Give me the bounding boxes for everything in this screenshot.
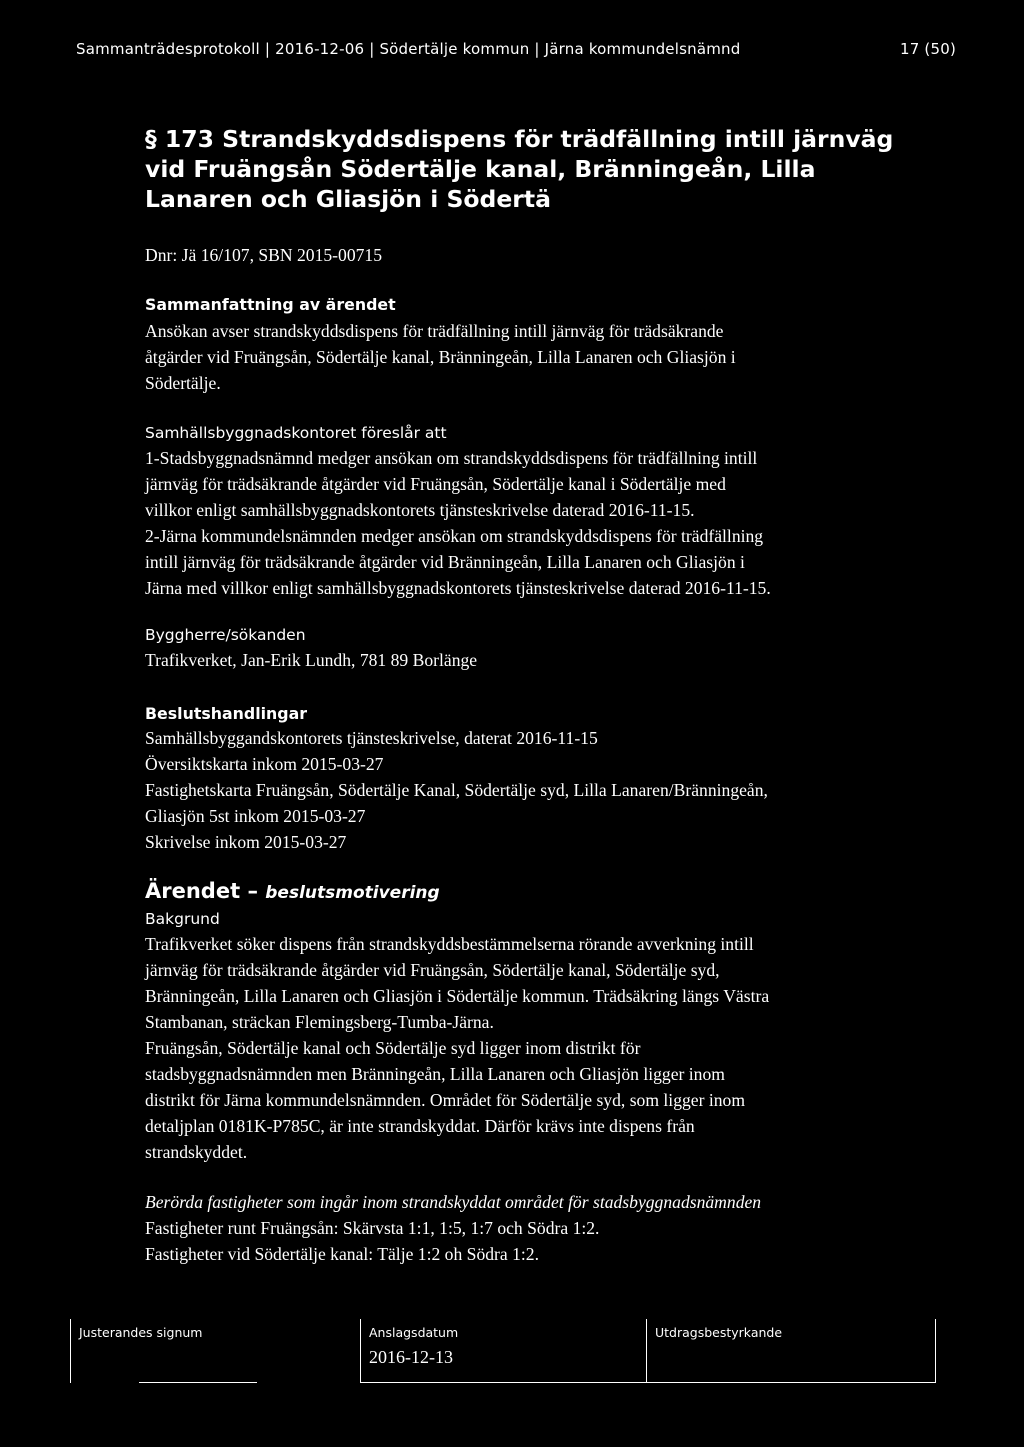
- utdragsbestyrkande-label: Utdragsbestyrkande: [655, 1325, 783, 1340]
- arendet-subheading: beslutsmotivering: [265, 883, 440, 903]
- anslagsdatum-label: Anslagsdatum: [369, 1325, 459, 1340]
- sammanfattning-line-1: Ansökan avser strandskyddsdispens för trädfällning intill järnväg för trädsäkrande: [145, 321, 724, 341]
- section-title: [145, 124, 945, 214]
- header-text: Sammanträdesprotokoll | 2016-12-06 | Södertälje kommun | Järna kommundelsnämnd: [76, 40, 741, 58]
- justerandes-label: Justerandes signum: [79, 1325, 203, 1340]
- arendet-line-3: Bränningeån, Lilla Lanaren och Gliasjön i Södertälje kommun. Trädsäkring längs Västra: [145, 986, 770, 1006]
- sammanfattning-line-3: Södertälje.: [145, 373, 221, 393]
- arendet-line-1: Trafikverket söker dispens från strandskyddsbestämmelserna rörande avverkning intill: [145, 934, 754, 954]
- beslutshandlingar-line-2: Översiktskarta inkom 2015-03-27: [145, 754, 384, 774]
- utdragsbestyrkande-cell: [646, 1319, 936, 1383]
- arendet-line-8: detaljplan 0181K-P785C, är inte strandskyddat. Därför krävs inte dispens från: [145, 1116, 695, 1136]
- arendet-heading: [145, 879, 440, 903]
- signature-footer: [70, 1319, 936, 1383]
- arendet-line-6: stadsbyggnadsnämnden men Bränningeån, Lilla Lanaren och Gliasjön ligger inom: [145, 1064, 725, 1084]
- dnr-reference: Dnr: Jä 16/107, SBN 2015-00715: [145, 245, 383, 265]
- byggherre-heading: Byggherre/sökanden: [145, 626, 306, 644]
- forslag-heading: Samhällsbyggnadskontoret föreslår att: [145, 424, 447, 442]
- berorda-line-2: Fastigheter vid Södertälje kanal: Tälje 1:2 oh Södra 1:2.: [145, 1244, 539, 1264]
- sammanfattning-line-2: åtgärder vid Fruängsån, Södertälje kanal, Bränningeån, Lilla Lanaren och Gliasjön i: [145, 347, 736, 367]
- byggherre-line-1: Trafikverket, Jan-Erik Lundh, 781 89 Borlänge: [145, 650, 478, 670]
- arendet-line-5: Fruängsån, Södertälje kanal och Södertälje syd ligger inom distrikt för: [145, 1038, 641, 1058]
- berorda-line-1: Fastigheter runt Fruängsån: Skärvsta 1:1, 1:5, 1:7 och Södra 1:2.: [145, 1218, 600, 1238]
- beslutshandlingar-line-5: Skrivelse inkom 2015-03-27: [145, 832, 347, 852]
- forslag-line-4: 2-Järna kommundelsnämnden medger ansökan om strandskyddsdispens för trädfällning: [145, 526, 764, 546]
- sammanfattning-heading: Sammanfattning av ärendet: [145, 295, 396, 314]
- forslag-line-2: järnväg för trädsäkrande åtgärder vid Fruängsån, Södertälje kanal i Södertälje med: [145, 474, 726, 494]
- page-header: [76, 40, 956, 58]
- page-number: 17 (50): [899, 40, 956, 58]
- arendet-line-4: Stambanan, sträckan Flemingsberg-Tumba-Järna.: [145, 1012, 494, 1032]
- arendet-line-9: strandskyddet.: [145, 1142, 248, 1162]
- beslutshandlingar-line-3: Fastighetskarta Fruängsån, Södertälje Kanal, Södertälje syd, Lilla Lanaren/Bränningeån,: [145, 780, 768, 800]
- title-line-3: Lanaren och Gliasjön i Södertä: [145, 185, 551, 213]
- anslagsdatum-value: 2016-12-13: [369, 1347, 453, 1367]
- signature-line: [139, 1382, 257, 1383]
- beslutshandlingar-line-4: Gliasjön 5st inkom 2015-03-27: [145, 806, 366, 826]
- title-line-1: § 173 Strandskyddsdispens för trädfällning intill järnväg: [145, 125, 894, 153]
- footer-bottom-rule: [360, 1382, 935, 1383]
- arendet-line-2: järnväg för trädsäkrande åtgärder vid Fruängsån, Södertälje kanal, Södertälje syd,: [145, 960, 720, 980]
- arendet-heading-text: Ärendet: [145, 879, 241, 903]
- anslagsdatum-cell: [360, 1319, 647, 1383]
- arendet-line-7: distrikt för Järna kommundelsnämnden. Området för Södertälje syd, som ligger inom: [145, 1090, 746, 1110]
- beslutshandlingar-line-1: Samhällsbyggandskontorets tjänsteskrivelse, daterat 2016-11-15: [145, 728, 598, 748]
- bakgrund-heading: Bakgrund: [145, 910, 220, 928]
- forslag-line-5: intill järnväg för trädsäkrande åtgärder vid Bränningeån, Lilla Lanaren och Gliasjön i: [145, 552, 745, 572]
- forslag-line-1: 1-Stadsbyggnadsnämnd medger ansökan om strandskyddsdispens för trädfällning intill: [145, 448, 758, 468]
- forslag-line-3: villkor enligt samhällsbyggnadskontorets tjänsteskrivelse daterad 2016-11-15.: [145, 500, 695, 520]
- arendet-heading-dash: –: [247, 879, 258, 903]
- justerandes-cell: [70, 1319, 361, 1383]
- title-line-2: vid Fruängsån Södertälje kanal, Bränningeån, Lilla: [145, 155, 816, 183]
- forslag-line-6: Järna med villkor enligt samhällsbyggnadskontorets tjänsteskrivelse daterad 2016-11-15.: [145, 578, 771, 598]
- beslutshandlingar-heading: Beslutshandlingar: [145, 704, 308, 723]
- berorda-heading: Berörda fastigheter som ingår inom strandskyddat området för stadsbyggnadsnämnden: [145, 1192, 762, 1212]
